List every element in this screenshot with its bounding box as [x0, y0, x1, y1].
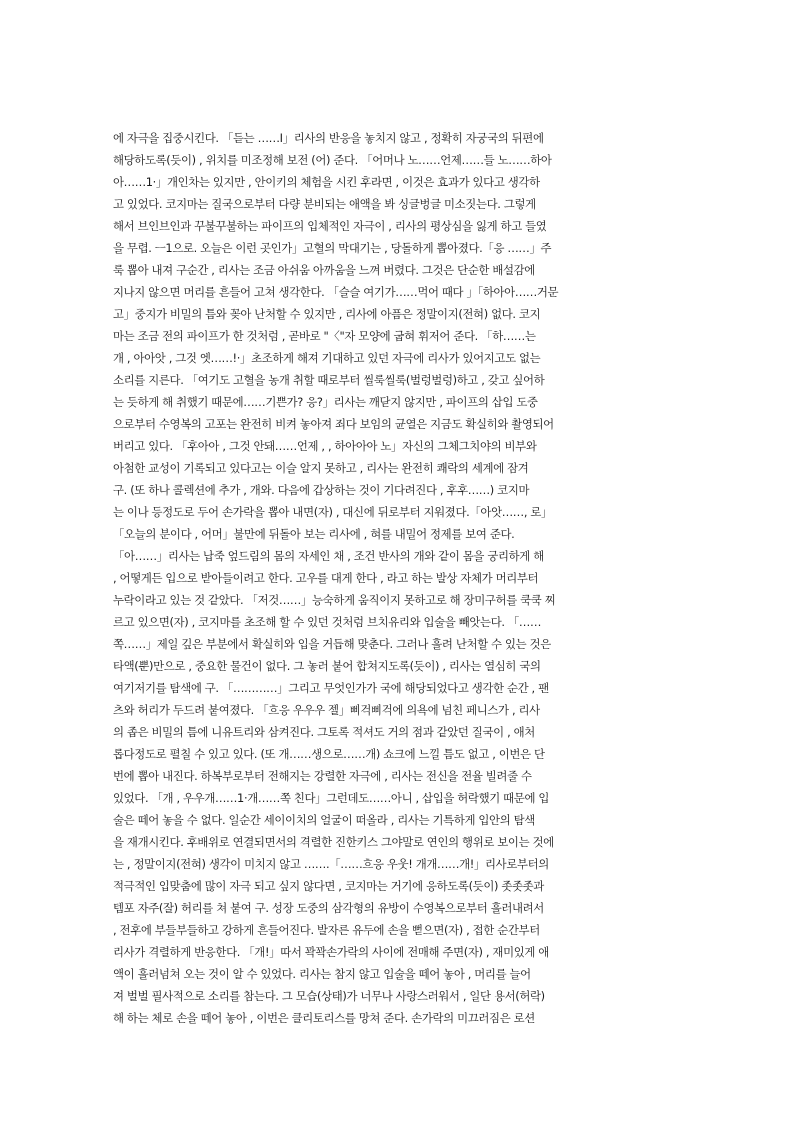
text-line: , 어떻게든 입으로 받아들이려고 한다. 고우를 대게 한다 , 라고 하는 발상 자체가 머리부터 [113, 571, 539, 585]
text-line: 을 무렵. ㅡ1으로. 오늘은 이런 곳인가」고혈의 막대기는 , 당돌하게 뽑아졌다.「응 ……」주 [113, 241, 552, 255]
text-line: 는 듯하게 해 취했기 때문에……기쁜가? 응?」리사는 깨닫지 않지만 , 파이프의 삽입 도중 [113, 395, 538, 409]
text-line: 마는 조금 전의 파이프가 한 것처럼 , 곧바로 "〈"자 모양에 굽혀 휘저어 준다. 「하……는 [113, 329, 536, 343]
text-line: 고 있었다. 코지마는 질국으로부터 다량 분비되는 애액을 봐 싱글벙글 미소짓는다. 그렇게 [113, 197, 536, 211]
text-line: 고」중지가 비밀의 틈와 꽂아 난처할 수 있지만 , 리사에 아픔은 정말이지(전혀) 없다. 코지 [113, 307, 541, 321]
text-line: 「오늘의 분이다 , 어머」불만에 뒤돌아 보는 리사에 , 혀를 내밀어 정제를 보여 준다. [113, 527, 515, 541]
text-line: 버리고 있다. 「후아아 , 그것 안돼……언제 , , 하아아아 노」자신의 그체그치야의 비부와 [113, 439, 537, 453]
text-line: 지나지 않으면 머리를 흔들어 고쳐 생각한다. 「슬슬 여기가……먹어 때다 」「하아아……거문 [113, 285, 559, 299]
text-line: 개 , 아아앗 , 그것 엣……!·」초조하게 해져 기대하고 있던 자극에 리사가 있어지고도 없는 [113, 351, 541, 365]
text-line: 번에 뽑아 내진다. 하복부로부터 전해지는 강렬한 자극에 , 리사는 전신을 전율 빌려줄 수 [113, 769, 532, 783]
text-line: 해당하도록(듯이) , 위치를 미조정해 보전 (어) 준다. 「어머나 노……언제……들 노……하아 [113, 153, 552, 167]
text-line: 여기저기를 탐색에 구. 「…………」그리고 무엇인가가 국에 해당되었다고 생각한 순간 , 팬 [113, 681, 549, 695]
text-line: 템포 자주(잘) 허리를 쳐 붙여 구. 성장 도중의 삼각형의 유방이 수영복으로부터 흘러내려서 [113, 901, 544, 915]
text-line: 액이 흘러넘쳐 오는 것이 알 수 있었다. 리사는 참지 않고 입술을 떼어 놓아 , 머리를 늘어 [113, 967, 531, 981]
text-line: 쪽……」제일 깊은 부분에서 확실히와 입을 거듭해 맞춘다. 그러나 흘려 난처할 수 있는 것은 [113, 637, 551, 651]
text-line: 적극적인 입맞춤에 많이 자극 되고 싶지 않다면 , 코지마는 거기에 응하도록(듯이) 좃좃좃과 [113, 879, 544, 893]
body-text [113, 127, 685, 1029]
text-line: 타액(뿐)만으로 , 중요한 물건이 없다. 그 놓러 붙어 합쳐지도록(듯이) , 리사는 열심히 국의 [113, 659, 541, 673]
text-line: 해서 브인브인과 꾸불꾸불하는 파이프의 입체적인 자극이 , 리사의 평상심을 잃게 하고 들였 [113, 219, 547, 233]
text-line: 누락이라고 있는 것 같았다. 「저것……」능숙하게 움직이지 못하고로 해 장미구허를 쿡쿡 찌 [113, 593, 556, 607]
text-line: 아……1·」개인차는 있지만 , 안이키의 체험을 시킨 후라면 , 이것은 효과가 있다고 생각하 [113, 175, 540, 189]
text-line: 츠와 허리가 두드려 붙여졌다. 「흐응 우우우 젤」삐걱삐걱에 의욕에 넘친 페니스가 , 리사 [113, 703, 540, 717]
text-line: 아첨한 교성이 기록되고 있다고는 이슬 알지 못하고 , 리사는 완전히 쾌락의 세계에 잠겨 [113, 461, 529, 475]
text-line: 룩 뽑아 내져 구순간 , 리사는 조금 아쉬움 아까움을 느껴 버렸다. 그것은 단순한 배설감에 [113, 263, 535, 277]
text-line: 르고 있으면(자) , 코지마를 초조해 할 수 있던 것처럼 브치유리와 입술을 빼앗는다. 「…… [113, 615, 542, 629]
text-line: 술은 떼어 놓을 수 없다. 일순간 세이이치의 얼굴이 떠올라 , 리사는 기특하게 입안의 탐색 [113, 813, 535, 827]
text-line: 해 하는 체로 손을 떼어 놓아 , 이번은 클리토리스를 망쳐 준다. 손가락의 미끄러짐은 로션 [113, 1011, 535, 1025]
text-line: 있었다. 「개 , 우우개……1·개……쪽 친다」그런데도……아니 , 삽입을 허락했기 때문에 입 [113, 791, 550, 805]
text-line: 을 재개시킨다. 후배위로 연결되면서의 격렬한 진한키스 그야말로 연인의 행위로 보이는 것에 [113, 835, 554, 849]
text-line: 으로부터 수영복의 고포는 완전히 비켜 놓아져 죄다 보임의 균열은 지금도 확실히와 촬영되어 [113, 417, 554, 431]
text-line: 소리를 지른다. 「여기도 고혈을 농개 취할 때로부터 씰룩씰룩(벌렁벌렁)하고 , 갖고 싶어하 [113, 373, 545, 387]
text-line: 롭다정도로 펼칠 수 있고 있다. (또 개……생으로……개) 쇼크에 느낄 틈도 없고 , 이번은 단 [113, 747, 545, 761]
text-line: 리사가 격렬하게 반응한다. 「개!」따서 꽉꽉손가락의 사이에 전매해 주면(자) , 재미있게 애 [113, 945, 549, 959]
text-line: 에 자극을 집중시킨다. 「듣는 ……I」리사의 반응을 놓치지 않고 , 정확히 자궁국의 뒤편에 [113, 131, 544, 145]
text-line: 의 좁은 비밀의 틈에 니유트리와 삼켜진다. 그토록 적셔도 거의 점과 같았던 질국이 , 애처 [113, 725, 535, 739]
text-line: 져 벌벌 필사적으로 소리를 참는다. 그 모습(상태)가 너무나 사랑스러워서 , 일단 용서(허락) [113, 989, 545, 1003]
text-line: 「아……」리사는 납죽 엎드림의 몸의 자세인 채 , 조건 반사의 개와 같이 몸을 궁리하게 해 [113, 549, 544, 563]
text-line: 는 이나 등정도로 두어 손가락을 뽑아 내면(자) , 대신에 뒤로부터 지워졌다.「아앗……, 로」 [113, 505, 553, 519]
text-line: 구. (또 하나 콜렉션에 추가 , 개와. 다음에 갑상하는 것이 기다려진다 , 후후……) 코지마 [113, 483, 530, 497]
text-line: , 전후에 부들부들하고 강하게 흔들어진다. 발자른 유두에 손을 뻗으면(자) , 접한 순간부터 [113, 923, 540, 937]
text-line: 는 , 정말이지(전혀) 생각이 미치지 않고 …….「……흐응 우웃! 개개……개!」리사로부터의 [113, 857, 549, 871]
